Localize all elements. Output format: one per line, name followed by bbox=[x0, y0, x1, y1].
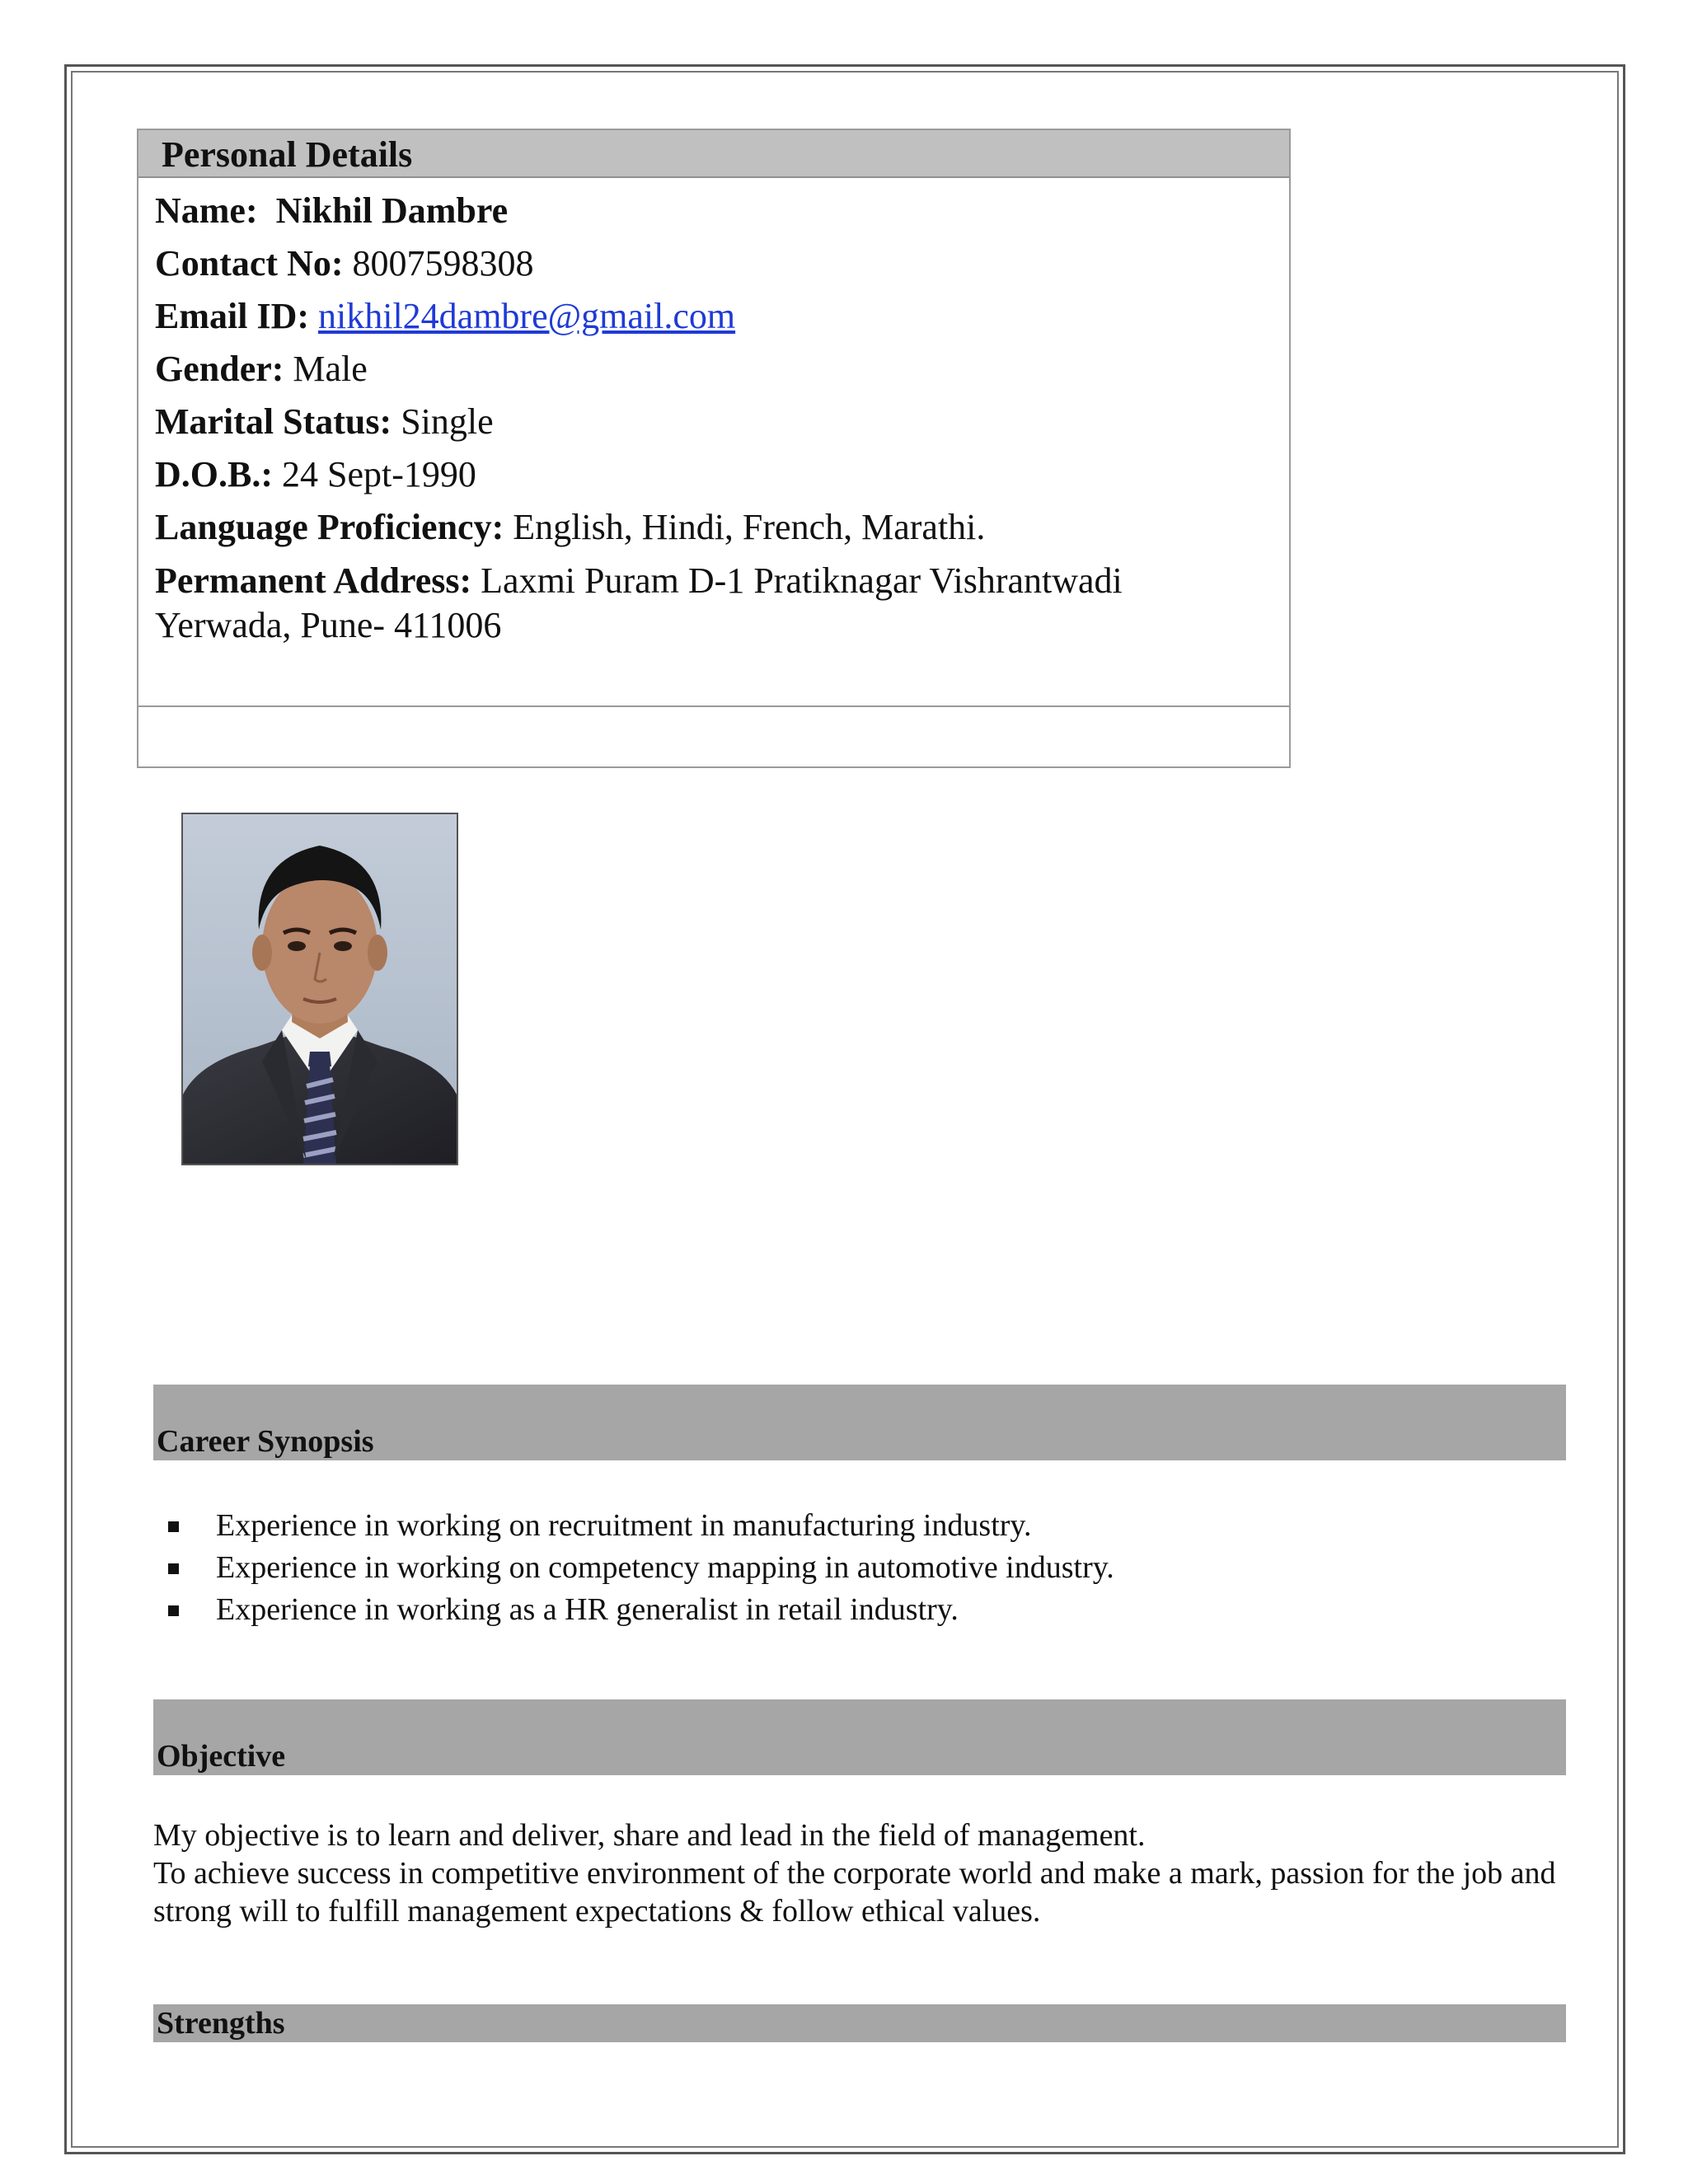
career-synopsis-title: Career Synopsis bbox=[157, 1424, 374, 1459]
dob-row bbox=[155, 448, 1240, 501]
marital-status-label: Marital Status: bbox=[155, 401, 392, 442]
name-row bbox=[155, 185, 1240, 237]
personal-details-body bbox=[155, 185, 1240, 648]
dob-value: 24 Sept-1990 bbox=[282, 454, 476, 494]
objective-title: Objective bbox=[157, 1739, 286, 1774]
dob-label: D.O.B.: bbox=[155, 454, 273, 494]
strengths-title: Strengths bbox=[157, 2006, 285, 2041]
contact-row bbox=[155, 237, 1240, 290]
contact-value: 8007598308 bbox=[352, 243, 534, 284]
personal-details-title: Personal Details bbox=[162, 134, 413, 175]
personal-details-header bbox=[138, 130, 1289, 178]
career-synopsis-list bbox=[165, 1505, 1114, 1631]
address-value: Laxmi Puram D-1 Pratiknagar Vishrantwadi Yerwada, Pune- 411006 bbox=[155, 560, 1123, 645]
address-row bbox=[155, 559, 1240, 648]
language-label: Language Proficiency: bbox=[155, 507, 504, 547]
language-row bbox=[155, 501, 1240, 554]
bullet-square-icon bbox=[168, 1521, 179, 1532]
objective-text bbox=[153, 1816, 1571, 1930]
profile-photo bbox=[181, 813, 458, 1165]
personal-details-table bbox=[137, 129, 1291, 768]
email-link[interactable]: nikhil24dambre@gmail.com bbox=[318, 296, 736, 336]
email-row bbox=[155, 290, 1240, 343]
gender-label: Gender: bbox=[155, 349, 284, 389]
marital-status-row bbox=[155, 396, 1240, 448]
bullet-square-icon bbox=[168, 1605, 179, 1616]
email-label: Email ID: bbox=[155, 296, 309, 336]
language-value: English, Hindi, French, Marathi. bbox=[513, 507, 986, 547]
strengths-header bbox=[153, 2004, 1566, 2042]
objective-header bbox=[153, 1699, 1566, 1775]
objective-line: To achieve success in competitive environment of the corporate world and make a mark, passion for the job and strong will to fulfill management expectations & follow ethical values. bbox=[153, 1856, 1556, 1929]
gender-row bbox=[155, 343, 1240, 396]
address-label: Permanent Address: bbox=[155, 560, 472, 601]
gender-value: Male bbox=[293, 349, 368, 389]
list-item bbox=[165, 1505, 1114, 1547]
contact-label: Contact No: bbox=[155, 243, 344, 284]
name-value: Nikhil Dambre bbox=[275, 190, 509, 231]
career-synopsis-header bbox=[153, 1385, 1566, 1460]
name-label: Name: bbox=[155, 190, 258, 231]
objective-line: My objective is to learn and deliver, share and lead in the field of management. bbox=[153, 1818, 1146, 1853]
list-item-text: Experience in working as a HR generalist in retail industry. bbox=[216, 1592, 959, 1627]
list-item-text: Experience in working on competency mapping in automotive industry. bbox=[216, 1550, 1114, 1585]
marital-status-value: Single bbox=[401, 401, 494, 442]
table-divider bbox=[138, 705, 1289, 707]
list-item-text: Experience in working on recruitment in manufacturing industry. bbox=[216, 1508, 1032, 1543]
list-item bbox=[165, 1547, 1114, 1589]
bullet-square-icon bbox=[168, 1563, 179, 1574]
list-item bbox=[165, 1589, 1114, 1631]
